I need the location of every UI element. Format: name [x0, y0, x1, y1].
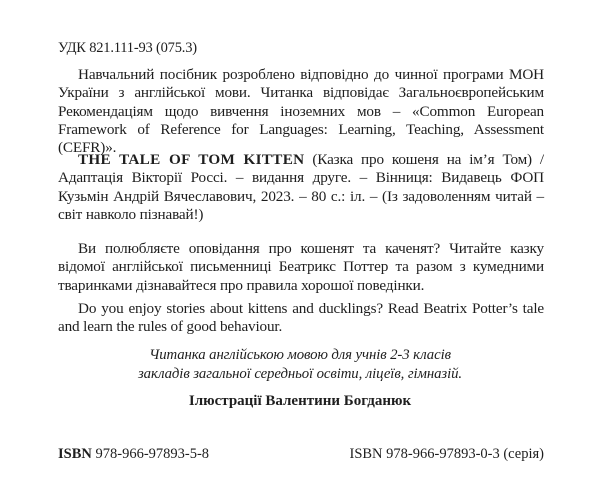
- annotation-english-text: Do you enjoy stories about kittens and ducklings? Read Beatrix Potter’s tale and learn the rules of good behaviour.: [58, 300, 544, 336]
- annotation-english: [58, 300, 544, 337]
- annotation-ukrainian-text: Ви полюбляєте оповідання про кошенят та каченят? Читайте казку відомої англійської письменниці Беатрикс Поттер та разом з кумедними тваринками дізнавайтеся про правила хорошої поведінки.: [58, 240, 544, 294]
- bibliographic-record: [58, 151, 544, 224]
- udk-code: УДК 821.111-93 (075.3): [58, 40, 197, 56]
- bibliographic-details: (Казка про кошеня на ім’я Том) / Адаптація Вікторії Россі. – видання друге. – Вінниця: Видавець ФОП Кузьмін Андрій Вячеславович, 2023. – 80 с.: іл. – (Із задоволенням читай – світ навколо пізнавай!): [58, 151, 544, 223]
- intro-paragraph: [58, 66, 544, 157]
- audience-note: [0, 346, 600, 383]
- isbn-label: ISBN: [58, 446, 92, 462]
- annotation-ukrainian: [58, 240, 544, 295]
- isbn-series-label: ISBN: [349, 446, 383, 462]
- isbn-number: 978-966-97893-5-8: [91, 446, 210, 462]
- audience-line-1: Читанка англійською мовою для учнів 2-3 класів: [149, 347, 451, 363]
- isbn-series-number: 978-966-97893-0-3 (серія): [382, 446, 544, 462]
- audience-line-2: закладів загальної середньої освіти, ліцеїв, гімназій.: [138, 365, 462, 382]
- intro-text: Навчальний посібник розроблено відповідно до чинної програми МОН України з англійської мови. Читанка відповідає Загальноєвропейським Рекомендаціям щодо вивчення іноземних мов – «Common European Framework of Reference for Languages: Learning, Teaching, Assessment (CEFR)».: [58, 66, 544, 157]
- isbn-series: [349, 446, 544, 463]
- illustrator-credit: Ілюстрації Валентини Богданюк: [188, 393, 412, 409]
- book-title: THE TALE OF TOM KITTEN: [78, 151, 305, 168]
- isbn-book: [58, 446, 209, 463]
